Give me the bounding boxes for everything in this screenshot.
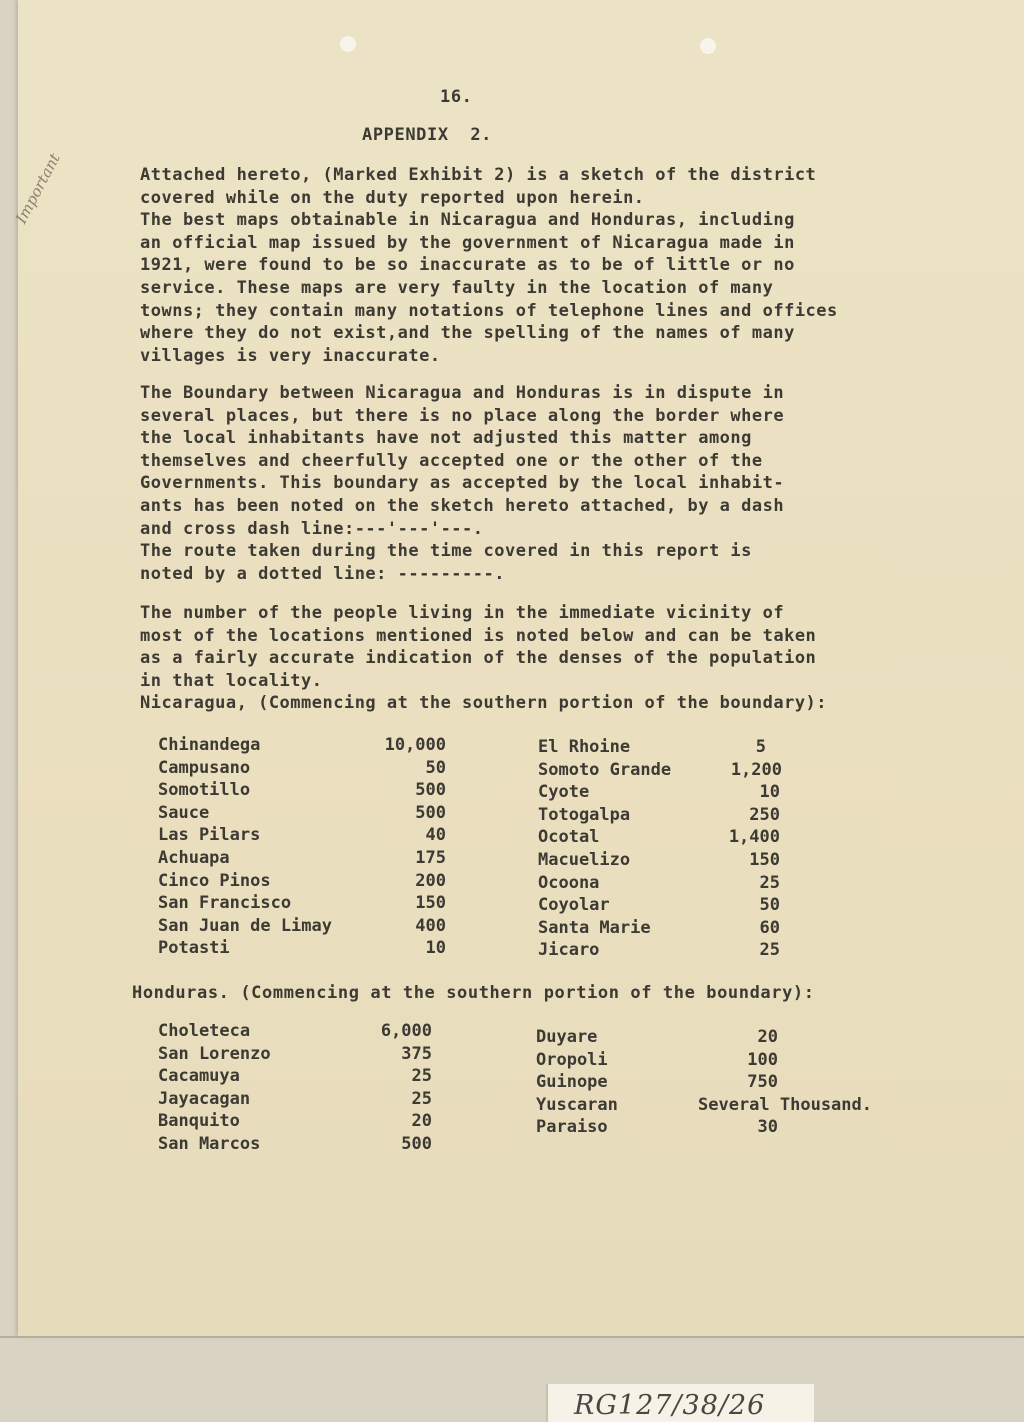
- text-line: towns; they contain many notations of telephone lines and offices: [140, 300, 838, 321]
- text-line: 1921, were found to be so inaccurate as to be of little or no: [140, 255, 795, 276]
- place-name: Jicaro: [538, 940, 600, 961]
- text-line: villages is very inaccurate.: [140, 345, 441, 366]
- table-row: [538, 781, 782, 804]
- population-value: 100: [747, 1049, 778, 1070]
- place-name: Choleteca: [158, 1021, 251, 1041]
- table-row: [538, 826, 782, 849]
- population-value: 500: [415, 802, 446, 823]
- population-value: 25: [411, 1066, 432, 1087]
- place-name: Chinandega: [158, 735, 261, 755]
- population-value: 25: [759, 940, 780, 961]
- place-name: El Rhoine: [538, 737, 631, 757]
- place-name: San Lorenzo: [158, 1043, 271, 1064]
- archive-reference: RG127/38/26: [574, 1390, 766, 1421]
- place-name: Ocotal: [538, 827, 600, 848]
- population-value: 1,200: [730, 759, 782, 780]
- population-value: 400: [415, 915, 446, 936]
- text-line: where they do not exist,and the spelling of the names of many: [140, 323, 795, 344]
- table-row: [158, 937, 448, 960]
- place-name: Campusano: [158, 757, 251, 778]
- population-value: 40: [425, 825, 446, 846]
- nicaragua-table-right: [538, 736, 782, 962]
- population-value: 10: [425, 938, 446, 959]
- population-value: 500: [401, 1133, 432, 1154]
- place-name: Totogalpa: [538, 804, 631, 825]
- paragraph-population: [140, 602, 827, 715]
- place-name: Duyare: [536, 1027, 598, 1047]
- place-name: San Juan de Limay: [158, 915, 332, 936]
- place-name: Paraiso: [536, 1117, 608, 1138]
- table-row: [536, 1049, 936, 1072]
- population-value: 20: [411, 1111, 432, 1132]
- table-row: [158, 1043, 434, 1066]
- table-row: [536, 1094, 936, 1117]
- table-row: [538, 736, 782, 759]
- place-name: Las Pilars: [158, 825, 261, 846]
- place-name: Yuscaran: [536, 1094, 618, 1115]
- population-value: 6,000: [380, 1021, 432, 1041]
- place-name: Jayacagan: [158, 1088, 251, 1109]
- paragraph-boundary: [140, 382, 784, 585]
- table-row: [158, 847, 448, 870]
- honduras-heading: Honduras. (Commencing at the southern portion of the boundary):: [132, 983, 815, 1003]
- text-line: Attached hereto, (Marked Exhibit 2) is a sketch of the district: [140, 165, 817, 185]
- place-name: Potasti: [158, 938, 230, 959]
- place-name: Guinope: [536, 1072, 608, 1093]
- population-value: 30: [757, 1117, 778, 1138]
- place-name: Ocoona: [538, 872, 600, 893]
- place-name: Macuelizo: [538, 849, 631, 870]
- population-value: 10,000: [384, 735, 446, 755]
- table-row: [158, 1110, 434, 1133]
- table-row: [158, 1065, 434, 1088]
- text-line: The Boundary between Nicaragua and Honduras is in dispute in: [140, 383, 785, 403]
- table-row: [538, 939, 782, 962]
- place-name: Oropoli: [536, 1049, 608, 1070]
- table-row: [538, 759, 782, 782]
- place-name: Cacamuya: [158, 1066, 240, 1087]
- population-value: 50: [425, 757, 446, 778]
- table-row: [158, 915, 448, 938]
- place-name: Banquito: [158, 1111, 240, 1132]
- text-line: service. These maps are very faulty in the location of many: [140, 277, 774, 298]
- table-row: [158, 757, 448, 780]
- text-line: themselves and cheerfully accepted one or the other of the: [140, 450, 763, 471]
- population-value: 1,400: [728, 827, 780, 848]
- population-value: 10: [759, 782, 780, 803]
- text-line: noted by a dotted line: ---------.: [140, 563, 505, 584]
- population-value: 50: [759, 895, 780, 916]
- population-value: 20: [757, 1027, 778, 1047]
- population-value: Several Thousand.: [698, 1094, 872, 1115]
- place-name: San Marcos: [158, 1133, 261, 1154]
- table-row: [538, 804, 782, 827]
- table-row: [158, 802, 448, 825]
- population-value: 175: [415, 847, 446, 868]
- text-line: ants has been noted on the sketch hereto attached, by a dash: [140, 495, 785, 516]
- place-name: Coyolar: [538, 895, 610, 916]
- population-value: 200: [415, 870, 446, 891]
- table-row: [538, 917, 782, 940]
- text-line: covered while on the duty reported upon herein.: [140, 187, 645, 208]
- text-line: in that locality.: [140, 670, 323, 691]
- text-line: The best maps obtainable in Nicaragua and Honduras, including: [140, 210, 795, 231]
- table-row: [536, 1026, 936, 1049]
- population-value: 150: [749, 849, 780, 870]
- place-name: Santa Marie: [538, 917, 651, 938]
- population-value: 375: [401, 1043, 432, 1064]
- text-line: as a fairly accurate indication of the denses of the population: [140, 648, 817, 669]
- population-value: 25: [411, 1088, 432, 1109]
- page-bottom-edge: [0, 1336, 1024, 1338]
- text-line: The route taken during the time covered in this report is: [140, 541, 752, 562]
- page-number: 16.: [440, 87, 473, 107]
- table-row: [536, 1071, 936, 1094]
- table-row: [536, 1116, 936, 1139]
- table-row: [158, 824, 448, 847]
- table-row: [158, 779, 448, 802]
- text-line: most of the locations mentioned is noted below and can be taken: [140, 625, 817, 646]
- text-line: The number of the people living in the immediate vicinity of: [140, 603, 785, 623]
- punch-hole-left: [340, 36, 356, 52]
- place-name: Sauce: [158, 802, 210, 823]
- population-value: 60: [759, 917, 780, 938]
- population-value: 25: [759, 872, 780, 893]
- text-line: Governments. This boundary as accepted by the local inhabit-: [140, 473, 785, 494]
- place-name: Somotillo: [158, 780, 251, 801]
- place-name: Achuapa: [158, 847, 230, 868]
- text-line: and cross dash line:---'---'---.: [140, 518, 484, 539]
- table-row: [538, 894, 782, 917]
- place-name: San Francisco: [158, 893, 292, 914]
- population-value: 250: [749, 804, 780, 825]
- nicaragua-table-left: [158, 734, 448, 960]
- honduras-table-left: [158, 1020, 434, 1156]
- table-row: [158, 892, 448, 915]
- punch-hole-right: [700, 38, 716, 54]
- nicaragua-heading: Nicaragua, (Commencing at the southern portion of the boundary):: [140, 693, 828, 714]
- table-row: [158, 1133, 434, 1156]
- text-line: an official map issued by the government of Nicaragua made in: [140, 232, 795, 253]
- text-line: the local inhabitants have not adjusted this matter among: [140, 428, 752, 449]
- place-name: Cinco Pinos: [158, 870, 271, 891]
- table-row: [538, 849, 782, 872]
- handwritten-margin-note: Important: [12, 150, 64, 227]
- honduras-table-right: [536, 1026, 936, 1139]
- table-row: [158, 1088, 434, 1111]
- table-row: [158, 1020, 434, 1043]
- population-value: 5: [755, 737, 766, 757]
- table-row: [158, 734, 448, 757]
- population-value: 150: [415, 893, 446, 914]
- text-line: several places, but there is no place along the border where: [140, 405, 785, 426]
- table-row: [158, 870, 448, 893]
- table-row: [538, 872, 782, 895]
- place-name: Cyote: [538, 782, 590, 803]
- population-value: 500: [415, 780, 446, 801]
- population-value: 750: [747, 1072, 778, 1093]
- paragraph-exhibit: [140, 164, 838, 367]
- page-title: APPENDIX 2.: [362, 125, 493, 145]
- place-name: Somoto Grande: [538, 759, 672, 780]
